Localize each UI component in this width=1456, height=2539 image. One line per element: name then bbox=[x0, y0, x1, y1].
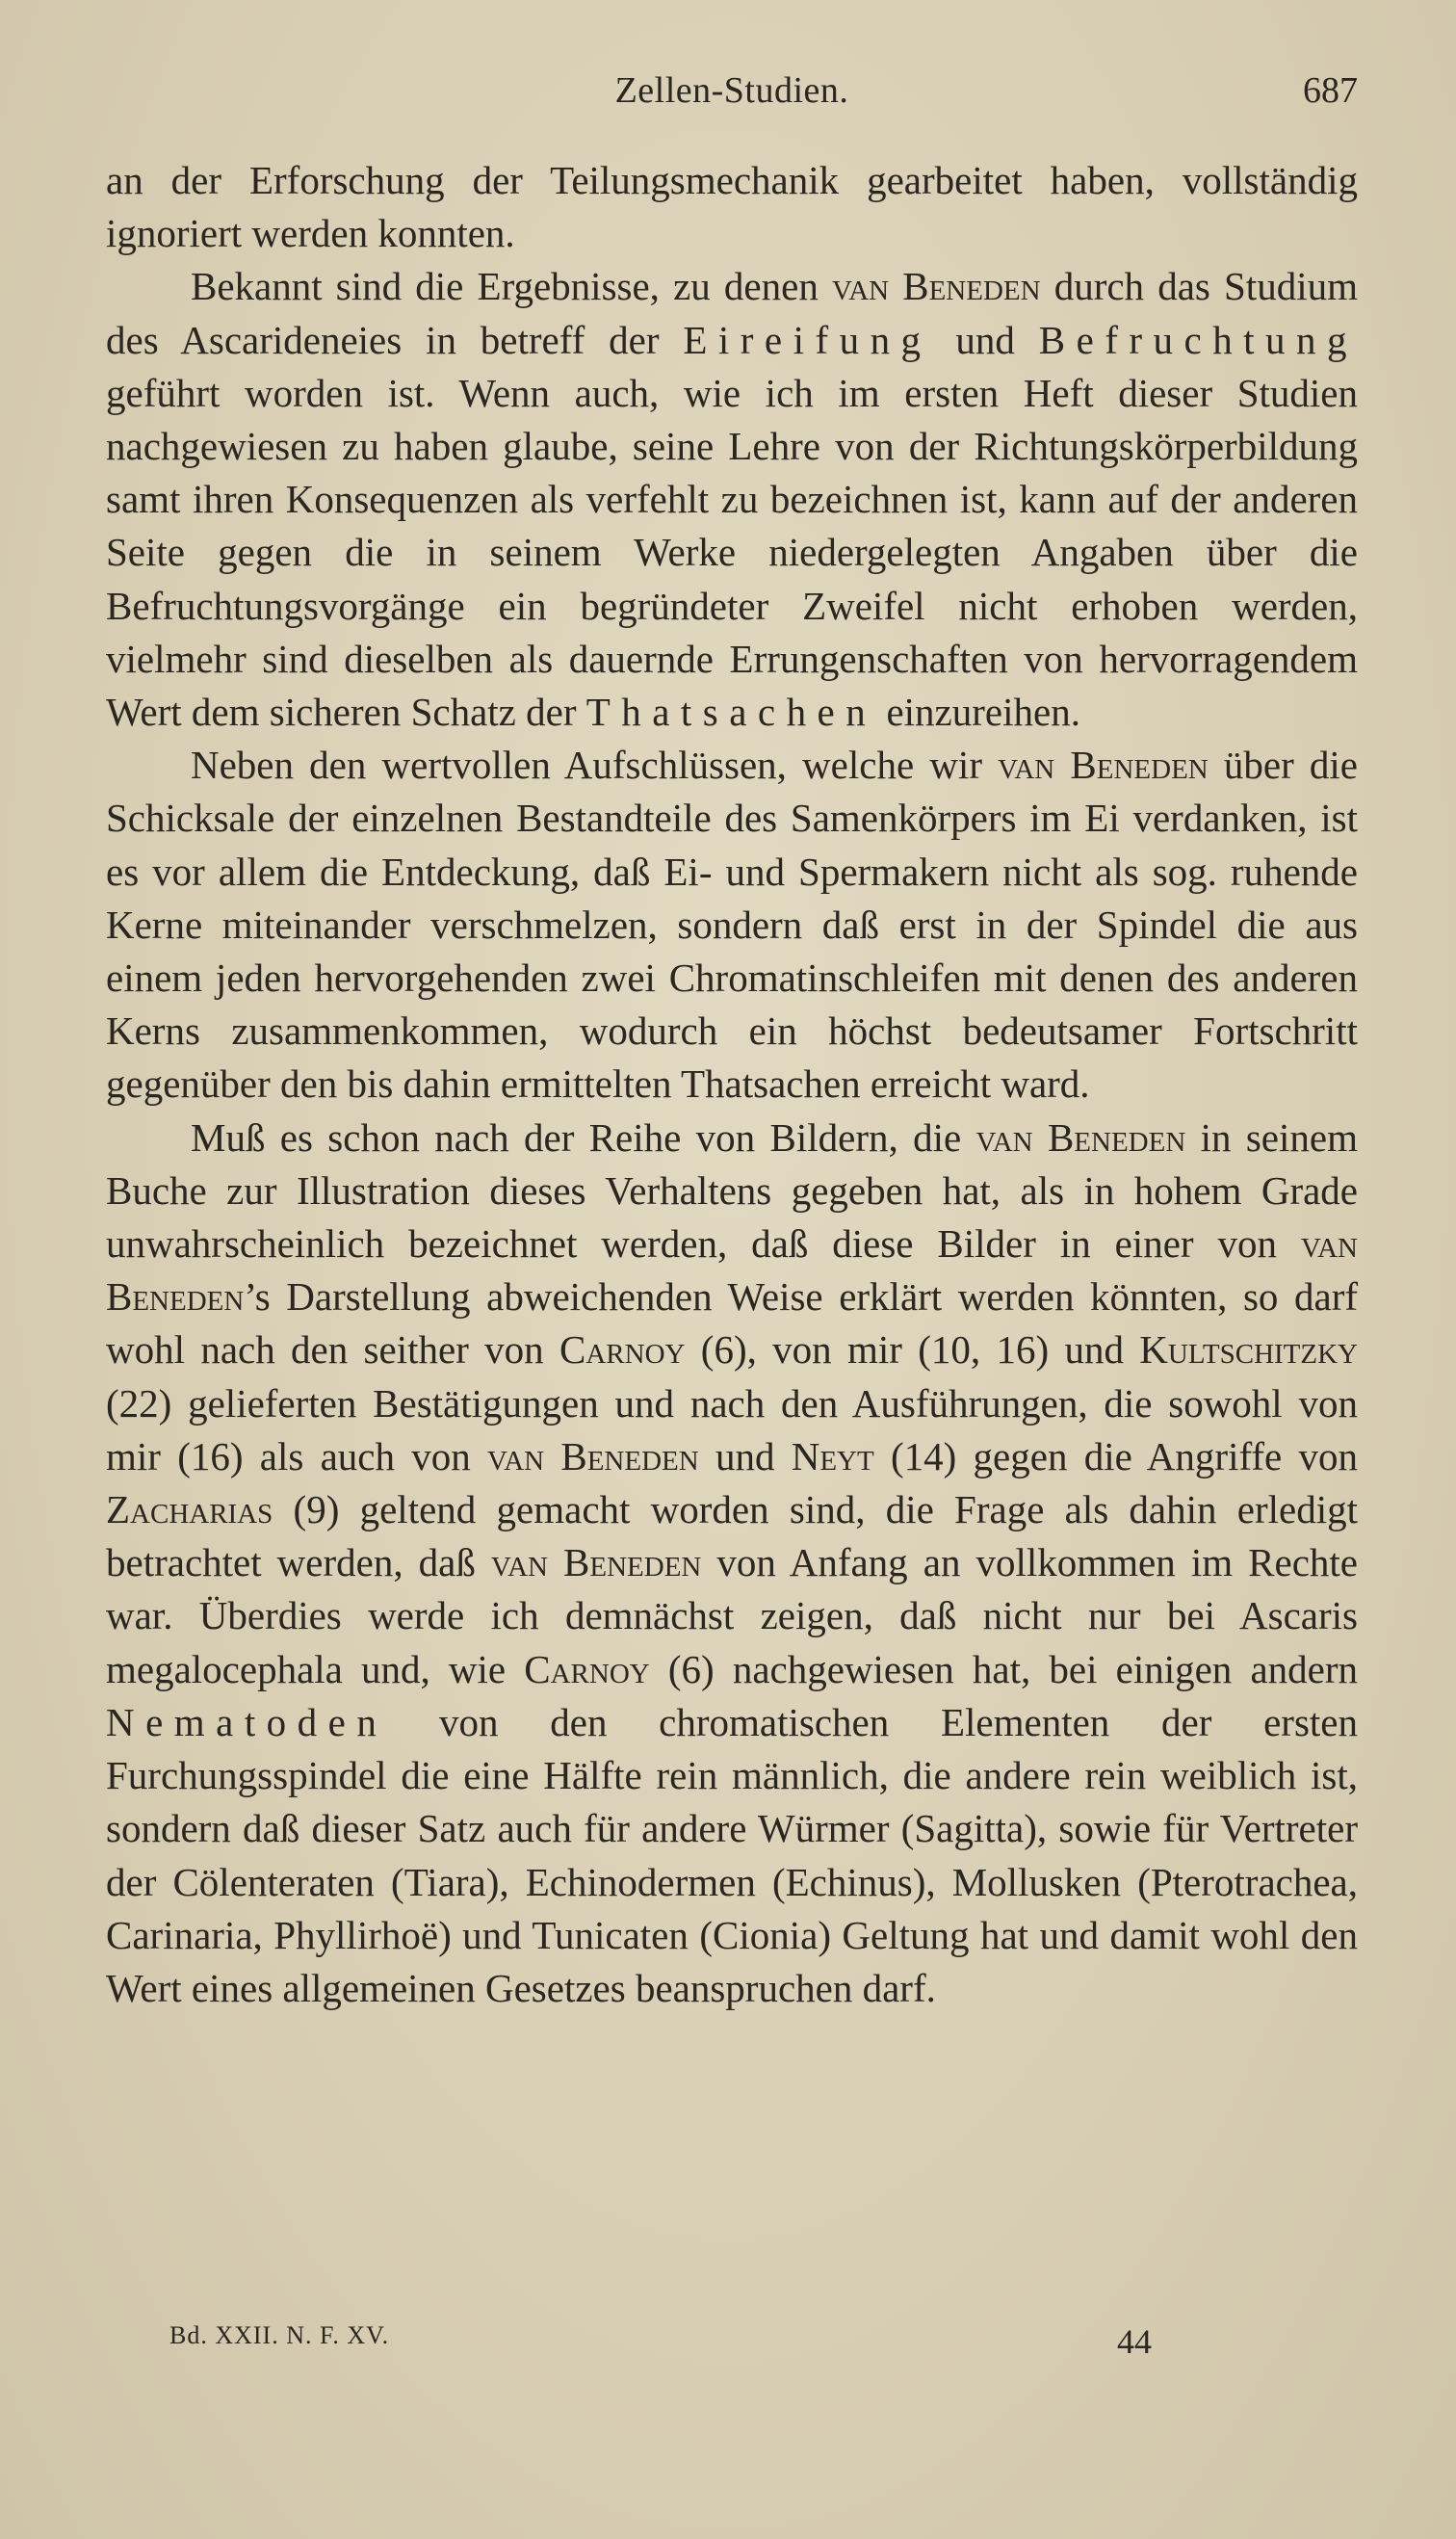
author-name: van Beneden bbox=[831, 264, 1041, 309]
text-run: Muß es schon nach der Reihe von Bildern, die bbox=[191, 1114, 976, 1160]
text-run: an der Erforschung der Teilungsmechanik gearbeitet haben, vollständig ignoriert werden konnten. bbox=[106, 158, 1358, 256]
text-run: ’s Darstellung abweichenden Weise erklärt werden könnten, so darf wohl nach den seither von bbox=[106, 1274, 1358, 1373]
paragraph bbox=[106, 260, 1358, 739]
running-head bbox=[106, 69, 1358, 127]
author-name: Carnoy bbox=[524, 1646, 650, 1691]
author-name: Zacharias bbox=[106, 1487, 273, 1532]
emphasis-text: Thatsachen bbox=[585, 690, 877, 735]
body-text bbox=[106, 154, 1358, 2015]
page-number: 687 bbox=[1303, 70, 1358, 111]
sheet-number: 44 bbox=[1117, 2322, 1152, 2361]
text-run: einzureihen. bbox=[876, 690, 1080, 735]
text-run: (6), von mir (10, 16) und bbox=[685, 1327, 1140, 1373]
text-run: und bbox=[698, 1433, 792, 1479]
text-run: von Anfang an vollkommen im Rechte war. Überdies werde ich demnächst zeigen, daß nicht nur bei Ascaris megalocephala und, wie bbox=[106, 1540, 1358, 1691]
text-run: (14) gegen die Angriffe von bbox=[873, 1433, 1358, 1479]
text-run: geführt worden ist. Wenn auch, wie ich im ersten Heft dieser Studien nachgewiesen zu haben glaube, seine Lehre von der Richtungskörperbildung samt ihren Konsequenzen als verfehlt zu bezeichnen ist, kann auf der anderen Seite gegen die in seinem Werke niedergelegten Angaben über die Befruchtungsvorgänge ein begründeter Zweifel nicht erhoben werden, vielmehr sind dieselben als dauernde Errungenschaften von hervorragendem Wert dem sicheren Schatz der bbox=[106, 370, 1358, 735]
running-title: Zellen-Studien. bbox=[614, 70, 849, 111]
text-run: Bekannt sind die Ergebnisse, zu denen bbox=[191, 264, 832, 309]
paragraph bbox=[106, 154, 1358, 260]
paragraph bbox=[106, 739, 1358, 1111]
signature-mark: Bd. XXII. N. F. XV. bbox=[169, 2321, 390, 2349]
text-run: durch das Studium des Ascarideneies in betreff der bbox=[106, 264, 1358, 362]
emphasis-text: Nematoden bbox=[106, 1699, 388, 1744]
emphasis-text: Eireifung bbox=[683, 317, 932, 362]
text-run: (9) geltend gemacht worden sind, die Frage als dahin erledigt betrachtet werden, daß bbox=[106, 1487, 1358, 1585]
author-name: Kultschitzky bbox=[1139, 1327, 1358, 1373]
text-run: Neben den wertvollen Aufschlüssen, welche wir bbox=[191, 743, 999, 788]
author-name: van Beneden bbox=[975, 1114, 1186, 1160]
page-footer bbox=[169, 2321, 1171, 2369]
author-name: van Beneden bbox=[998, 743, 1209, 788]
author-name: van Beneden bbox=[490, 1540, 702, 1585]
text-run: in seinem Buche zur Illustration dieses Verhaltens gegeben hat, als in hohem Grade unwahrscheinlich bezeichnet werden, daß diese Bilder in einer von bbox=[106, 1114, 1358, 1267]
text-run: über die Schicksale der einzelnen Bestandteile des Samenkörpers im Ei verdanken, ist es vor allem die Entdeckung, daß Ei- und Spermakern nicht als sog. ruhende Kerne miteinander verschmelzen, sondern daß erst in der Spindel die aus einem jeden hervorgehenden zwei Chromatinschleifen mit denen des anderen Kerns zusammenkommen, wodurch ein höchst bedeutsamer Fortschritt gegenüber den bis dahin ermittelten Thatsachen erreicht ward. bbox=[106, 743, 1358, 1107]
text-run: und bbox=[931, 317, 1039, 362]
author-name: Carnoy bbox=[559, 1327, 686, 1373]
text-run: (6) nachgewiesen hat, bei einigen andern bbox=[649, 1646, 1358, 1691]
paragraph bbox=[106, 1112, 1358, 2015]
author-name: Neyt bbox=[791, 1433, 874, 1479]
text-run: von den chromatischen Elementen der ersten Furchungsspindel die eine Hälfte rein männlich, die andere rein weiblich ist, sondern daß dieser Satz auch für andere Würmer (Sagitta), sowie für Vertreter der Cölenteraten (Tiara), Echinodermen (Echinus), Mollusken (Pterotrachea, Carinaria, Phyllirhoë) und Tunicaten (Cionia) Geltung hat und damit wohl den Wert eines allgemeinen Gesetzes beanspruchen darf. bbox=[106, 1699, 1358, 2010]
emphasis-text: Befruchtung bbox=[1038, 317, 1358, 362]
author-name: van Beneden bbox=[487, 1433, 699, 1479]
author-name: van Beneden bbox=[106, 1221, 1358, 1320]
text-run: (22) gelieferten Bestätigungen und nach den Ausführungen, die sowohl von mir (16) als auch von bbox=[106, 1380, 1358, 1479]
